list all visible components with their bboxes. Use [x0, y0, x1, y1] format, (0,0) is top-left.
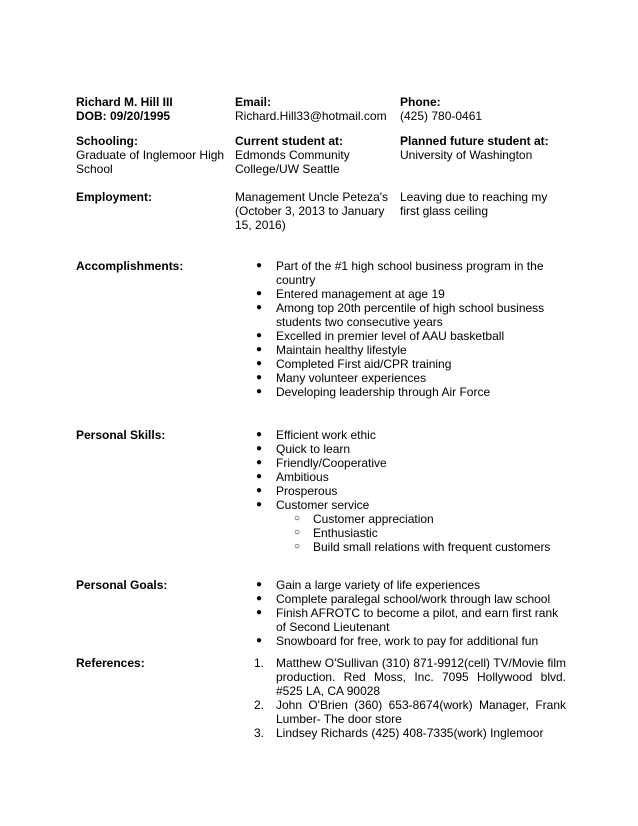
sub-list-item: ○ Customer appreciation [294, 512, 434, 526]
list-item: ● Efficient work ethic [256, 428, 376, 442]
bullet-icon: ● [256, 358, 263, 369]
future-school-block [400, 134, 565, 162]
schooling-label: Schooling: [76, 134, 138, 148]
reference-number: 3. [254, 726, 265, 740]
bullet-icon: ● [256, 579, 263, 590]
hollow-bullet-icon: ○ [294, 513, 301, 524]
references-label: References: [76, 656, 145, 670]
future-school-value: University of Washington [400, 148, 533, 162]
phone-label: Phone: [400, 95, 441, 109]
list-item: ● Ambitious [256, 470, 329, 484]
skills-list [254, 428, 566, 554]
bullet-icon: ● [256, 302, 263, 313]
current-school-block [235, 134, 395, 176]
employment-value: Management Uncle Peteza's (October 3, 2013 to January 15, 2016) [235, 190, 389, 232]
bullet-icon: ● [256, 429, 263, 440]
bullet-icon: ● [256, 344, 263, 355]
bullet-icon: ● [256, 635, 263, 646]
list-item: ● Customer service ○ Customer appreciation ○ Enthusiastic ○ Build small relations with frequent customers [254, 498, 566, 554]
bullet-icon: ● [256, 443, 263, 454]
list-item: ● Gain a large variety of life experiences [256, 578, 481, 592]
goals-list [254, 578, 566, 648]
list-item: ● Snowboard for free, work to pay for additional fun [256, 634, 539, 648]
goals-label: Personal Goals: [76, 578, 168, 592]
employment-note-block [400, 190, 565, 218]
schooling-block [76, 134, 226, 176]
current-school-value: Edmonds Community College/UW Seattle [235, 148, 350, 176]
bullet-icon: ● [256, 471, 263, 482]
bullet-icon: ● [256, 499, 263, 510]
employment-note: Leaving due to reaching my first glass ceiling [400, 190, 548, 218]
employment-block [76, 190, 226, 204]
bullet-icon: ● [256, 386, 263, 397]
list-item: ● Excelled in premier level of AAU basketball [256, 329, 505, 343]
list-item: ● Completed First aid/CPR training [256, 357, 452, 371]
reference-number: 1. [254, 656, 265, 670]
list-item: ● Prosperous [256, 484, 338, 498]
list-item [254, 698, 566, 726]
list-item: ● Many volunteer experiences [256, 371, 427, 385]
email-block [235, 95, 395, 123]
name: Richard M. Hill III [76, 95, 173, 109]
current-school-label: Current student at: [235, 134, 343, 148]
list-item: ● Complete paralegal school/work through law school [256, 592, 551, 606]
bullet-icon: ● [256, 260, 263, 271]
sub-list-item: ○ Enthusiastic [294, 526, 378, 540]
bullet-icon: ● [256, 593, 263, 604]
employment-detail-block [235, 190, 395, 232]
list-item: ● Among top 20th percentile of high school business students two consecutive years [256, 301, 545, 329]
reference-text: Lindsey Richards (425) 408-7335(work) Inglemoor [276, 726, 544, 740]
sub-list-item: ○ Build small relations with frequent customers [294, 540, 551, 554]
bullet-icon: ● [256, 457, 263, 468]
list-item: ● Finish AFROTC to become a pilot, and earn first rank of Second Lieutenant [256, 606, 559, 634]
name-block [76, 95, 226, 123]
list-item [254, 656, 566, 698]
email-value: Richard.Hill33@hotmail.com [235, 109, 387, 123]
bullet-icon: ● [256, 607, 263, 618]
reference-text: John O'Brien (360) 653-8674(work) Manager, Frank Lumber- The door store [276, 698, 566, 726]
accomplishments-list [254, 259, 566, 399]
list-item: ● Part of the #1 high school business program in the country [256, 259, 544, 287]
customer-service-sublist [276, 512, 566, 554]
list-item: ● Entered management at age 19 [256, 287, 445, 301]
future-school-label: Planned future student at: [400, 134, 549, 148]
reference-text: Matthew O'Sullivan (310) 871-9912(cell) TV/Movie film production. Red Moss, Inc. 7095 Hollywood blvd. #525 LA, CA 90028 [276, 656, 566, 698]
references-list [254, 656, 566, 740]
phone-value: (425) 780-0461 [400, 109, 483, 123]
phone-block [400, 95, 565, 123]
list-item: ● Friendly/Cooperative [256, 456, 387, 470]
hollow-bullet-icon: ○ [294, 541, 301, 552]
list-item [254, 726, 566, 740]
bullet-icon: ● [256, 330, 263, 341]
bullet-icon: ● [256, 485, 263, 496]
list-item: ● Quick to learn [256, 442, 351, 456]
skills-label: Personal Skills: [76, 428, 166, 442]
bullet-icon: ● [256, 372, 263, 383]
schooling-value: Graduate of Inglemoor High School [76, 148, 225, 176]
reference-number: 2. [254, 698, 265, 712]
dob: DOB: 09/20/1995 [76, 109, 171, 123]
employment-label: Employment: [76, 190, 153, 204]
accomplishments-label: Accomplishments: [76, 259, 184, 273]
email-label: Email: [235, 95, 272, 109]
hollow-bullet-icon: ○ [294, 527, 301, 538]
list-item: ● Maintain healthy lifestyle [256, 343, 407, 357]
bullet-icon: ● [256, 288, 263, 299]
list-item: ● Developing leadership through Air Force [256, 385, 491, 399]
